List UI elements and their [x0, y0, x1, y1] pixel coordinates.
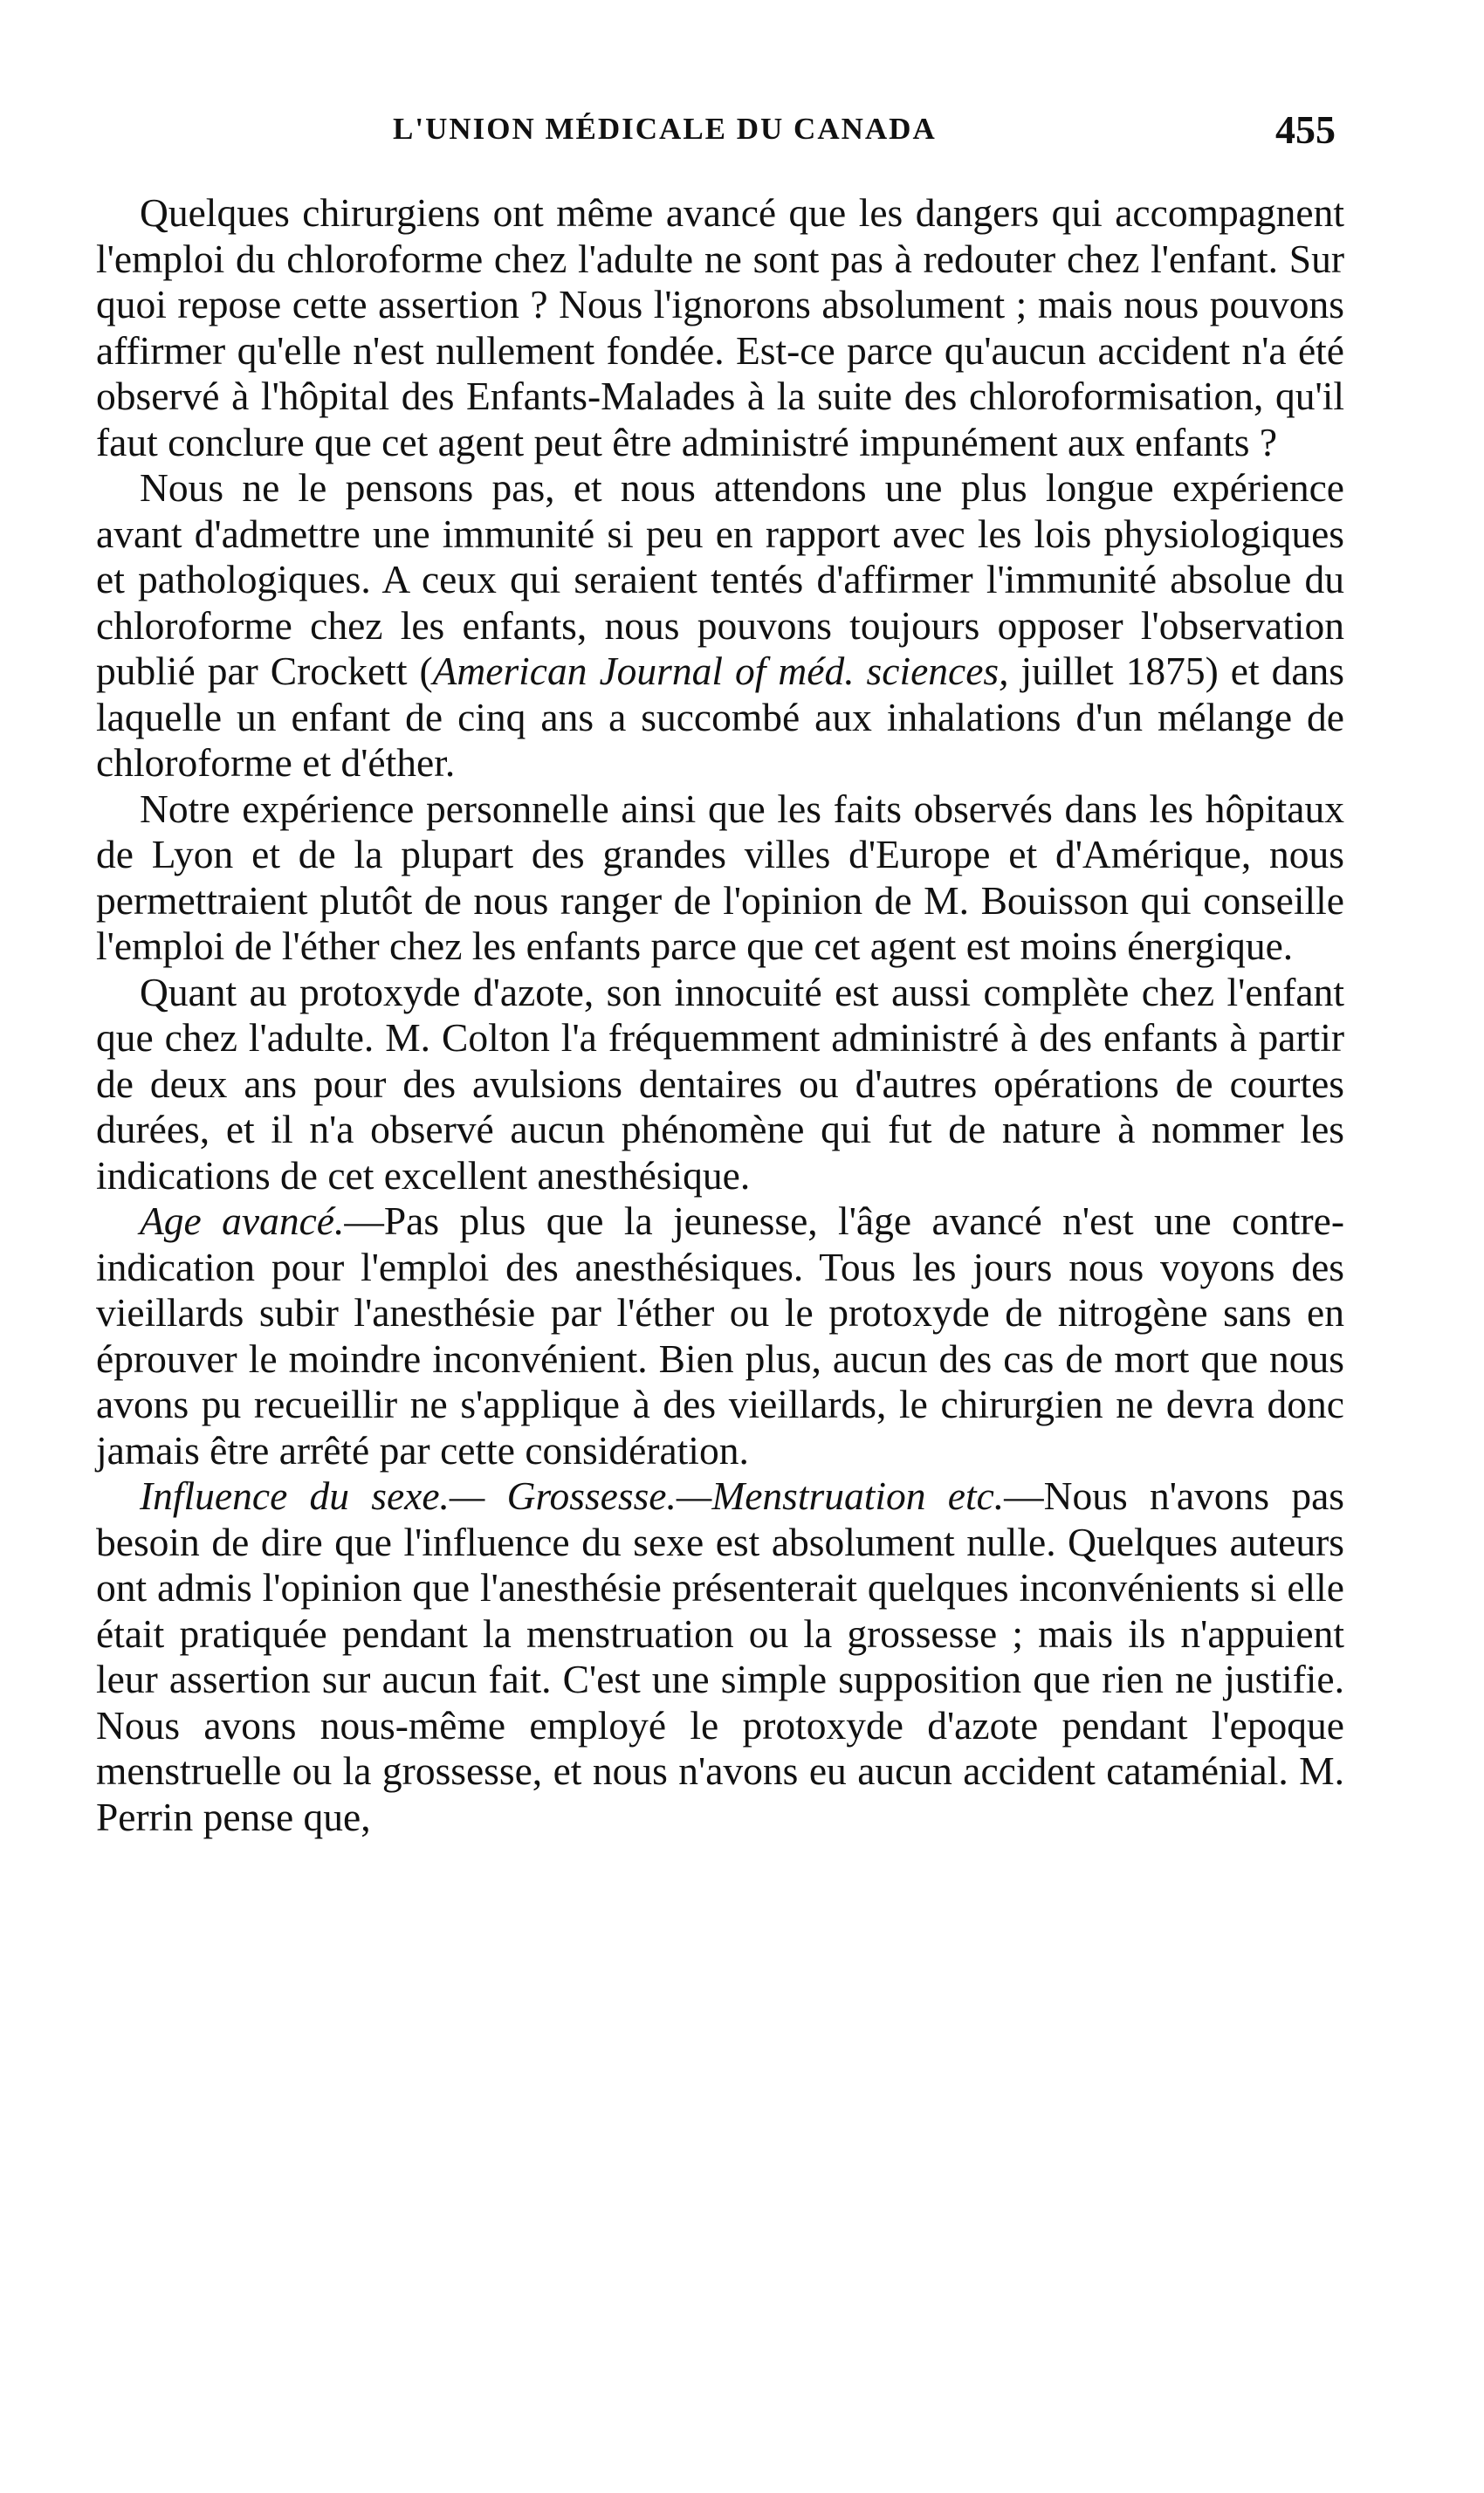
section-heading: Age avancé.: [140, 1198, 345, 1243]
article-body: [96, 190, 1344, 1840]
paragraph-nitrous-oxide: Quant au protoxyde d'azote, son innocuité est aussi complète chez l'enfant que chez l'adulte. M. Colton l'a fréquemment administré à des enfants à partir de deux ans pour des avulsions dentaires ou d'autres opérations de courtes durées, et il n'a observé aucun phénomène qui fut de nature à nommer les indications de cet excellent anesthésique.: [96, 969, 1344, 1198]
paragraph-personal-experience: Notre expérience personnelle ainsi que les faits observés dans les hôpitaux de Lyon et de la plupart des grandes villes d'Europe et d'Amérique, nous permettraient plutôt de nous ranger de l'opinion de M. Bouisson qui conseille l'emploi de l'éther chez les enfants parce que cet agent est moins énergique.: [96, 786, 1344, 968]
paragraph-text: —Nous n'avons pas besoin de dire que l'influence du sexe est absolument nulle. Quelques auteurs ont admis l'opinion que l'anesthésie présenterait quelques inconvénients si elle était pratiquée pendant la menstruation ou la grossesse ; mais ils n'appuient leur assertion sur aucun fait. C'est une simple supposition que rien ne justifie. Nous avons nous-même employé le protoxyde d'azote pendant l'epoque menstruelle ou la grossesse, et nous n'avons eu aucun accident cataménial. M. Perrin pense que,: [96, 1473, 1344, 1839]
paragraph-advanced-age: [96, 1198, 1344, 1473]
paragraph-text: Nous ne le pensons pas, et nous attendons une plus longue expérience avant d'admettre une immunité si peu en rapport avec les lois physiologiques et pathologiques. A ceux qui seraient tentés d'affirmer l'immunité absolue du chloroforme chez les enfants, nous pouvons toujours opposer l'observation publié par Crockett (: [96, 465, 1344, 693]
section-heading: Influence du sexe.— Grossesse.—Menstruation etc.: [140, 1473, 1005, 1518]
page-number: 455: [1275, 107, 1336, 152]
paragraph-chloroform-children: Quelques chirurgiens ont même avancé que les dangers qui accompagnent l'emploi du chloroforme chez l'adulte ne sont pas à redouter chez l'enfant. Sur quoi repose cette assertion ? Nous l'ignorons absolument ; mais nous pouvons affirmer qu'elle n'est nullement fondée. Est-ce parce qu'aucun accident n'a été observé à l'hôpital des Enfants-Malades à la suite des chloroformisation, qu'il faut conclure que cet agent peut être administré impunément aux enfants ?: [96, 190, 1344, 464]
paragraph-crockett-observation: [96, 465, 1344, 786]
paragraph-text: —Pas plus que la jeunesse, l'âge avancé n'est une contre-indication pour l'emploi des anesthésiques. Tous les jours nous voyons des vieillards subir l'anesthésie par l'éther ou le protoxyde de nitrogène sans en éprouver le moindre inconvénient. Bien plus, aucun des cas de mort que nous avons pu recueillir ne s'applique à des vieillards, le chirurgien ne devra donc jamais être arrêté par cette considération.: [96, 1198, 1344, 1473]
journal-title: L'UNION MÉDICALE DU CANADA: [393, 112, 937, 146]
paragraph-sex-influence: [96, 1473, 1344, 1840]
paragraph-text: juillet 1875) et dans laquelle un enfant de cinq ans a succombé aux inhalations d'un mélange de chloroforme et d'éther.: [96, 649, 1344, 785]
journal-citation: American Journal of méd. sciences,: [432, 649, 1009, 693]
running-header: [131, 107, 1336, 164]
